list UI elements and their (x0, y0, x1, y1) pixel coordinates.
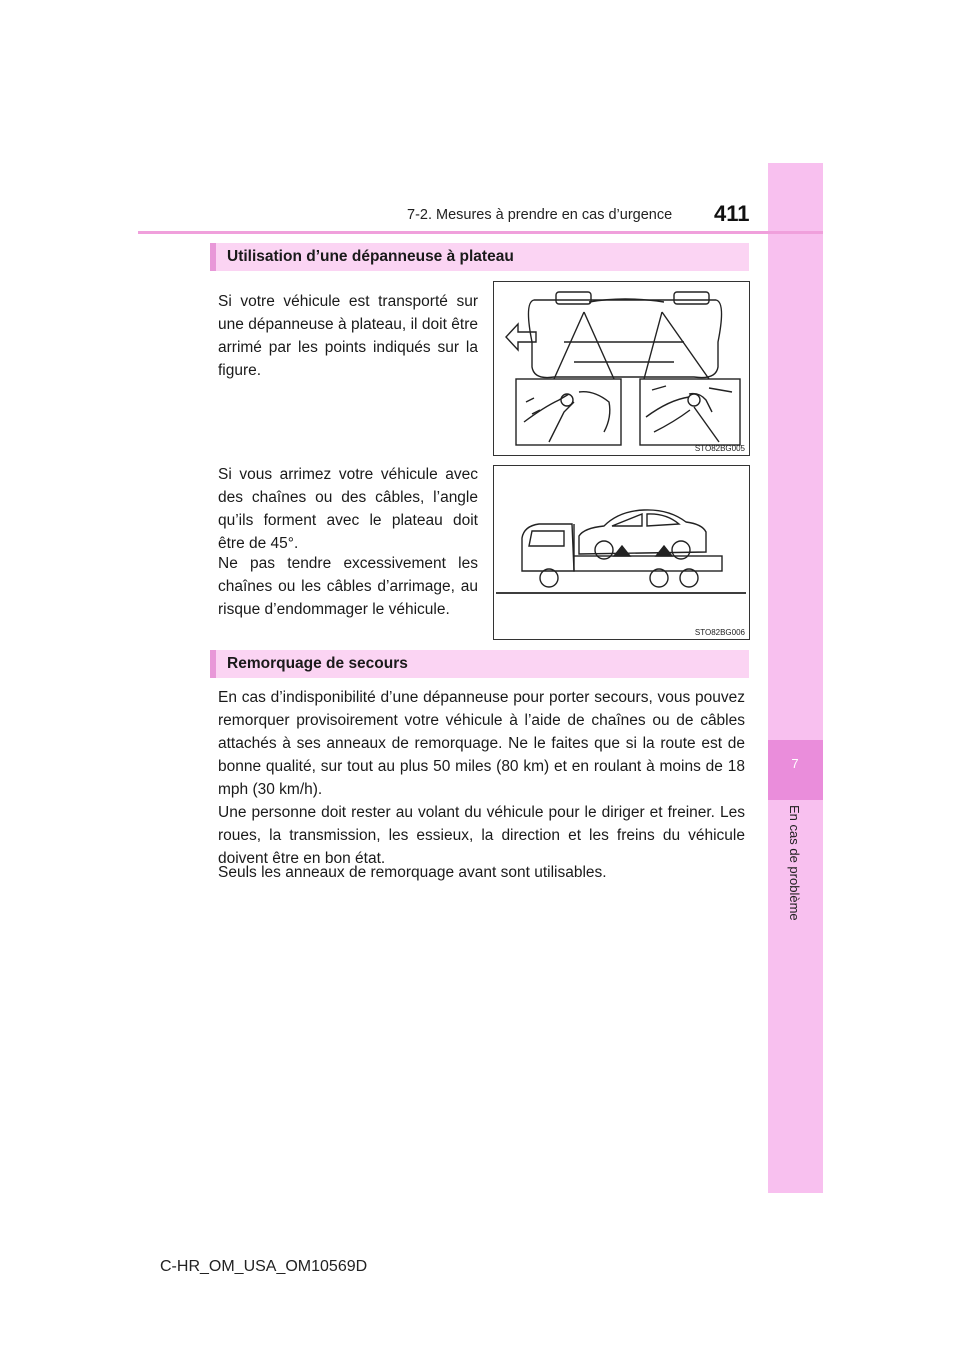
tie-down-illustration (494, 282, 749, 455)
figure-flatbed-truck (493, 465, 750, 640)
section-header-flatbed (210, 243, 749, 271)
chapter-side-tab (768, 163, 823, 1193)
paragraph-flatbed-intro: Si votre véhicule est transporté sur une dépanneuse à plateau, il doit être arrimé par les points indiqués sur la figure. (218, 293, 478, 379)
paragraph-driver-required: Une personne doit rester au volant du véhicule pour le diriger et freiner. Les roues, la transmission, les essieux, la direction et les freins du véhicule doivent être en bon état. (218, 804, 745, 867)
figure-code: STO82BG006 (694, 628, 745, 637)
section-title: Remorquage de secours (227, 655, 408, 672)
figure-tie-down-points (493, 281, 750, 456)
document-code: C-HR_OM_USA_OM10569D (160, 1258, 368, 1275)
chapter-number: 7 (791, 756, 799, 771)
paragraph-tension-warning: Ne pas tendre excessivement les chaînes ou les câbles d’arrimage, au risque d’endommager le véhicule. (218, 555, 478, 618)
flatbed-truck-illustration (494, 466, 749, 639)
paragraph-front-hooks-only: Seuls les anneaux de remorquage avant sont utilisables. (218, 864, 607, 881)
figure-code: STO82BG005 (694, 444, 745, 453)
running-header: 7-2. Mesures à prendre en cas d’urgence (407, 207, 673, 223)
page-number: 411 (714, 201, 750, 226)
section-header-emergency-towing (210, 650, 749, 678)
paragraph-angle: Si vous arrimez votre véhicule avec des chaînes ou des câbles, l’angle qu’ils forment avec le plateau doit être de 45°. (218, 466, 478, 552)
header-rule (138, 231, 823, 234)
section-title: Utilisation d’une dépanneuse à plateau (227, 248, 514, 265)
chapter-title: En cas de problème (787, 805, 802, 921)
paragraph-emergency-towing: En cas d’indisponibilité d’une dépanneuse pour porter secours, vous pouvez remorquer provisoirement votre véhicule à l’aide de chaînes ou de câbles attachés à ses anneaux de remorquage. Ne le faites que si la route est de bonne qualité, sur tout au plus 50 miles (80 km) et en roulant à moins de 18 mph (30 km/h). (218, 689, 745, 798)
